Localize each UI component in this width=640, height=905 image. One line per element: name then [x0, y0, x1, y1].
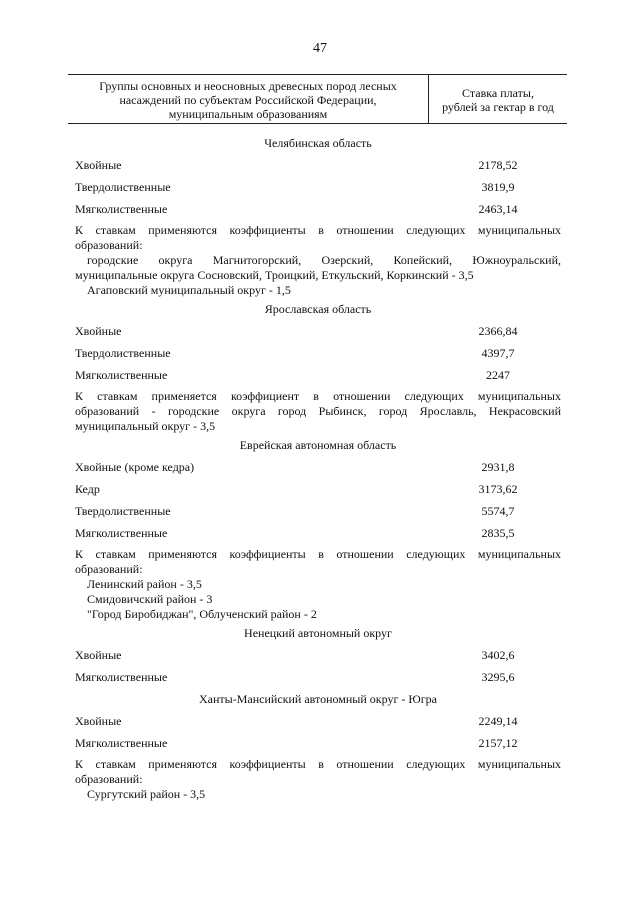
species-group: Мягколиственные	[75, 525, 168, 540]
rate-row	[75, 666, 561, 688]
note-line: К ставкам применяются коэффициенты в отношении следующих муниципальных	[75, 757, 561, 771]
rate-row	[75, 154, 561, 176]
species-group: Хвойные	[75, 157, 122, 172]
rate-value: 2835,5	[481, 525, 515, 540]
note-line: образований:	[75, 772, 143, 786]
rate-value: 2247	[486, 367, 510, 382]
header-rate-column	[429, 75, 567, 123]
rate-row	[75, 478, 561, 500]
header-species-line: Группы основных и неосновных древесных пород лесных	[99, 79, 397, 93]
note-line: К ставкам применяется коэффициент в отношении следующих муниципальных	[75, 389, 561, 403]
note-line: муниципальные округа Сосновский, Троицкий, Еткульский, Коркинский - 3,5	[75, 268, 474, 282]
species-group: Хвойные (кроме кедра)	[75, 459, 195, 474]
rate-value: 2157,12	[478, 735, 518, 750]
species-group: Мягколиственные	[75, 201, 168, 216]
note-line: городские округа Магнитогорский, Озерский, Копейский, Южноуральский,	[87, 253, 561, 267]
rate-row	[75, 176, 561, 198]
rate-row	[75, 732, 561, 754]
region-section	[75, 434, 561, 622]
species-group: Хвойные	[75, 713, 122, 728]
species-group: Твердолиственные	[75, 345, 171, 360]
region-title: Еврейская автономная область	[239, 438, 397, 452]
header-rate-line: Ставка платы,	[462, 86, 534, 100]
species-group: Мягколиственные	[75, 367, 168, 382]
rates-content	[75, 132, 561, 802]
rate-value: 2931,8	[481, 459, 515, 474]
page-number: 47	[313, 41, 327, 56]
note-line: Агаповский муниципальный округ - 1,5	[87, 283, 291, 297]
coefficient-note	[75, 547, 561, 622]
note-line: Ленинский район - 3,5	[87, 577, 202, 591]
coefficient-note	[75, 757, 561, 802]
note-line: образований - городские округа город Рыбинск, город Ярославль, Некрасовский	[75, 404, 561, 418]
region-section	[75, 688, 561, 802]
rate-row	[75, 710, 561, 732]
rate-value: 3402,6	[481, 647, 515, 662]
rate-value: 3819,9	[481, 179, 515, 194]
rate-value: 2366,84	[478, 323, 518, 338]
note-line: К ставкам применяются коэффициенты в отношении следующих муниципальных	[75, 547, 561, 561]
header-species-line: муниципальным образованиям	[168, 107, 328, 121]
region-title: Ханты-Мансийский автономный округ - Югра	[199, 692, 437, 706]
note-line: Смидовичский район - 3	[87, 592, 213, 606]
note-line: "Город Биробиджан", Облученский район - 2	[87, 607, 317, 621]
rate-value: 4397,7	[481, 345, 515, 360]
rate-row	[75, 342, 561, 364]
table-header	[68, 74, 567, 124]
note-line: образований:	[75, 562, 143, 576]
rate-value: 2463,14	[478, 201, 518, 216]
region-section	[75, 298, 561, 434]
header-species-line: насаждений по субъектам Российской Федерации,	[119, 93, 377, 107]
region-section	[75, 622, 561, 688]
note-line: К ставкам применяются коэффициенты в отношении следующих муниципальных	[75, 223, 561, 237]
note-line: муниципальный округ - 3,5	[75, 419, 216, 433]
region-title: Челябинская область	[264, 136, 372, 150]
region-title: Ярославская область	[264, 302, 372, 316]
rate-value: 5574,7	[481, 503, 515, 518]
rate-value: 3173,62	[478, 481, 518, 496]
header-species-column	[68, 75, 429, 123]
rate-row	[75, 522, 561, 544]
region-title: Ненецкий автономный округ	[244, 626, 392, 640]
rate-row	[75, 500, 561, 522]
rate-value: 2178,52	[478, 157, 518, 172]
species-group: Твердолиственные	[75, 503, 171, 518]
species-group: Хвойные	[75, 647, 122, 662]
species-group: Хвойные	[75, 323, 122, 338]
species-group: Мягколиственные	[75, 669, 168, 684]
note-line: Сургутский район - 3,5	[87, 787, 206, 801]
note-line: образований:	[75, 238, 143, 252]
species-group: Кедр	[75, 481, 100, 496]
rate-value: 3295,6	[481, 669, 515, 684]
header-rate-line: рублей за гектар в год	[442, 100, 554, 114]
rate-row	[75, 198, 561, 220]
rate-row	[75, 364, 561, 386]
coefficient-note	[75, 223, 561, 298]
coefficient-note	[75, 389, 561, 434]
rate-row	[75, 644, 561, 666]
rate-value: 2249,14	[478, 713, 518, 728]
species-group: Мягколиственные	[75, 735, 168, 750]
rate-row	[75, 320, 561, 342]
region-section	[75, 132, 561, 298]
rate-row	[75, 456, 561, 478]
species-group: Твердолиственные	[75, 179, 171, 194]
